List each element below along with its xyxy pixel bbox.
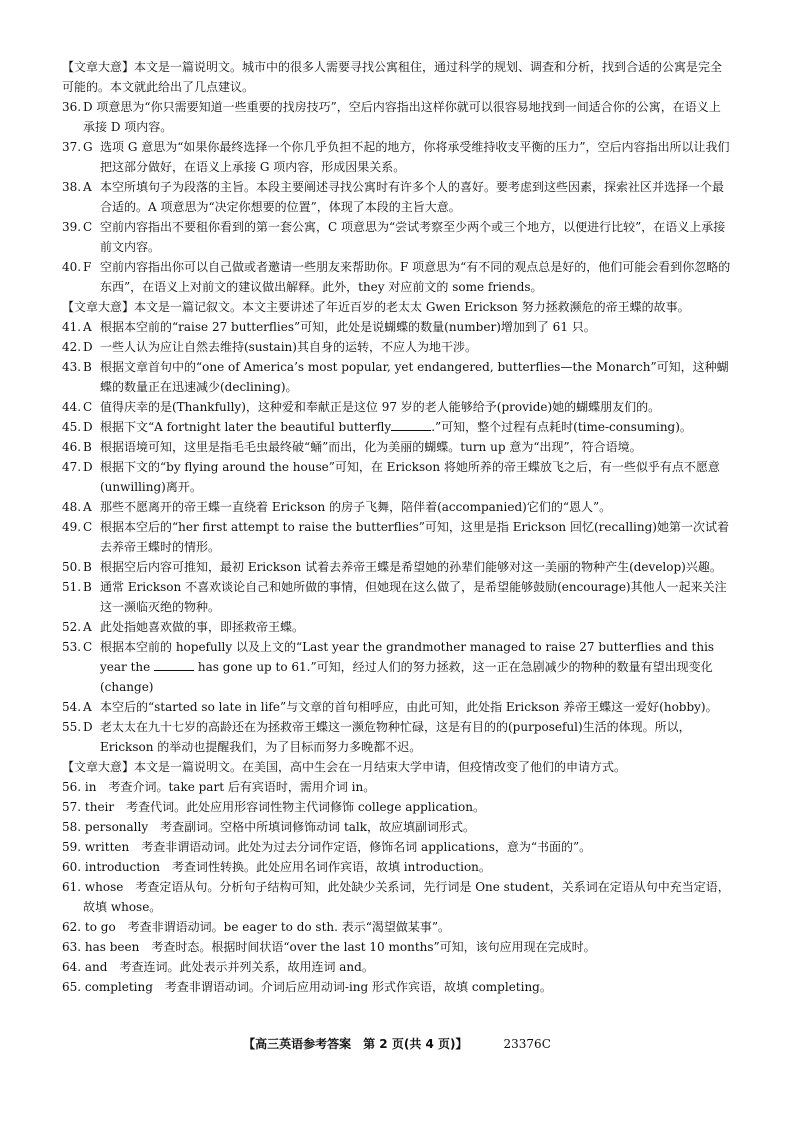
list-item: 56. in 考查介词。take part 后有宾语时，需用介词 in。	[62, 780, 376, 794]
list-item: 48. A 那些不愿离开的帝王蝶一直绕着 Erickson 的房子飞舞，陪伴着(accompanied)它们的“恩人”。	[62, 500, 612, 514]
list-item: 47. D 根据下文的“by flying around the house”可知，在 Erickson 将她所养的帝王蝶放飞之后，有一些似乎有点不愿意(unwilling)离开。	[62, 460, 720, 494]
list-item: 55. D 老太太在九十七岁的高龄还在为拯救帝王蝶这一濒危物种忙碌，这是有目的的(purposeful)生活的体现。所以，Erickson 的举动也提醒我们，为了目标而努力多晚都不迟。	[62, 720, 691, 754]
list-item: 43. B 根据文章首句中的“one of America’s most popular, yet endangered, butterflies—the Monarch”可知，这种蝴蝶的数量正在迅速减少(declining)。	[62, 360, 729, 394]
list-item: 44. C 值得庆幸的是(Thankfully)，这种爱和奉献正是这位 97 岁的老人能够给予(provide)她的蝴蝶朋友们的。	[62, 400, 661, 414]
list-item: 54. A 本空后的“started so late in life”与文章的首句相呼应，由此可知，此处指 Erickson 养帝王蝶这一爱好(hobby)。	[62, 700, 718, 714]
list-item: 57. their 考查代词。此处应用形容词性物主代词修饰 college application。	[62, 800, 485, 814]
list-item: 53. C 根据本空前的 hopefully 以及上文的“Last year the grandmother managed to raise 27 butterflies and this year the has gone up to 61.”可知，经过人们的努力拯救，这一正在急剧减少的物种的数量有望出现变化(change)	[62, 640, 715, 694]
list-item: 46. B 根据语境可知，这里是指毛毛虫最终破“蛹”而出，化为美丽的蝴蝶。turn up 意为“出现”，符合语境。	[62, 440, 642, 454]
summary-passage-1: 【文章大意】本文是一篇说明文。城市中的很多人需要寻找公寓租住，通过科学的规划、调查和分析，找到合适的公寓是完全可能的。本文就此给出了几点建议。	[62, 60, 723, 94]
answer-page	[62, 57, 732, 997]
list-item: 40. F 空前内容指出你可以自己做或者邀请一些朋友来帮助你。F 项意思为“有不同的观点总是好的，他们可能会看到你忽略的东西”，在语义上对前文的建议做出解释。此外，they 对应前文的 some friends。	[62, 260, 731, 294]
list-item: 49. C 根据本空后的“her first attempt to raise the butterflies”可知，这里是指 Erickson 回忆(recalling)她第一次试着去养帝王蝶时的情形。	[62, 520, 729, 554]
list-item: 52. A 此处指她喜欢做的事，即拯救帝王蝶。	[62, 620, 305, 634]
blank-line	[391, 418, 431, 431]
list-item: 63. has been 考查时态。根据时间状语“over the last 10 months”可知，该句应用现在完成时。	[62, 940, 596, 954]
list-item: 64. and 考查连词。此处表示并列关系，故用连词 and。	[62, 960, 374, 974]
list-item: 38. A 本空所填句子为段落的主旨。本段主要阐述寻找公寓时有许多个人的喜好。要考虑到这些因素，探索社区并选择一个最合适的。A 项意思为“决定你想要的位置”，体现了本段的主旨大意。	[62, 180, 725, 214]
list-item: 61. whose 考查定语从句。分析句子结构可知，此处缺少关系词，先行词是 One student，关系词在定语从句中充当定语，故填 whose。	[62, 880, 730, 914]
answers-41-55	[62, 317, 732, 757]
list-item: 50. B 根据空后内容可推知，最初 Erickson 试着去养帝王蝶是希望她的孙辈们能够对这一美丽的物种产生(develop)兴趣。	[62, 560, 722, 574]
list-item: 42. D 一些人认为应让自然去维持(sustain)其自身的运转，不应人为地干涉。	[62, 340, 477, 354]
answers-36-40	[62, 97, 732, 297]
list-item: 36. D 项意思为“你只需要知道一些重要的找房技巧”，空后内容指出这样你就可以很容易地找到一间适合你的公寓，在语义上承接 D 项内容。	[62, 100, 721, 134]
footer-title: 【高三英语参考答案 第 2 页(共 4 页)】	[243, 1037, 468, 1051]
list-item: 65. completing 考查非谓语动词。介词后应用动词-ing 形式作宾语，故填 completing。	[62, 980, 552, 994]
answers-56-65	[62, 777, 732, 997]
list-item: 39. C 空前内容指出不要租你看到的第一套公寓，C 项意思为“尝试考察至少两个或三个地方，以便进行比较”，在语义上承接前文内容。	[62, 220, 726, 254]
summary-passage-2: 【文章大意】本文是一篇记叙文。本文主要讲述了年近百岁的老太太 Gwen Erickson 努力拯救濒危的帝王蝶的故事。	[62, 300, 690, 314]
list-item: 58. personally 考查副词。空格中所填词修饰动词 talk，故应填副词形式。	[62, 820, 476, 834]
page-footer	[0, 1035, 794, 1052]
list-item: 51. B 通常 Erickson 不喜欢谈论自己和她所做的事情，但她现在这么做了，是希望能够鼓励(encourage)其他人一起来关注这一濒临灭绝的物种。	[62, 580, 727, 614]
list-item: 62. to go 考查非谓语动词。be eager to do sth. 表示“渴望做某事”。	[62, 920, 451, 934]
list-item: 60. introduction 考查词性转换。此处应用名词作宾语，故填 introduction。	[62, 860, 491, 874]
list-item: 45. D 根据下文“A fortnight later the beautiful butterfly .”可知，整个过程有点耗时(time-consuming)。	[62, 420, 692, 434]
list-item: 37. G 选项 G 意思为“如果你最终选择一个你几乎负担不起的地方，你将承受维持收支平衡的压力”，空后内容指出所以让我们把这部分做好，在语义上承接 G 项内容，形成因果关系。	[62, 140, 730, 174]
footer-code: 23376C	[503, 1037, 551, 1051]
list-item: 41. A 根据本空前的“raise 27 butterflies”可知，此处是说蝴蝶的数量(number)增加到了 61 只。	[62, 320, 596, 334]
list-item: 59. written 考查非谓语动词。此处为过去分词作定语，修饰名词 applications，意为“书面的”。	[62, 840, 592, 854]
blank-line	[154, 658, 194, 671]
summary-passage-3: 【文章大意】本文是一篇说明文。在美国，高中生会在一月结束大学申请，但疫情改变了他们的申请方式。	[62, 760, 627, 774]
